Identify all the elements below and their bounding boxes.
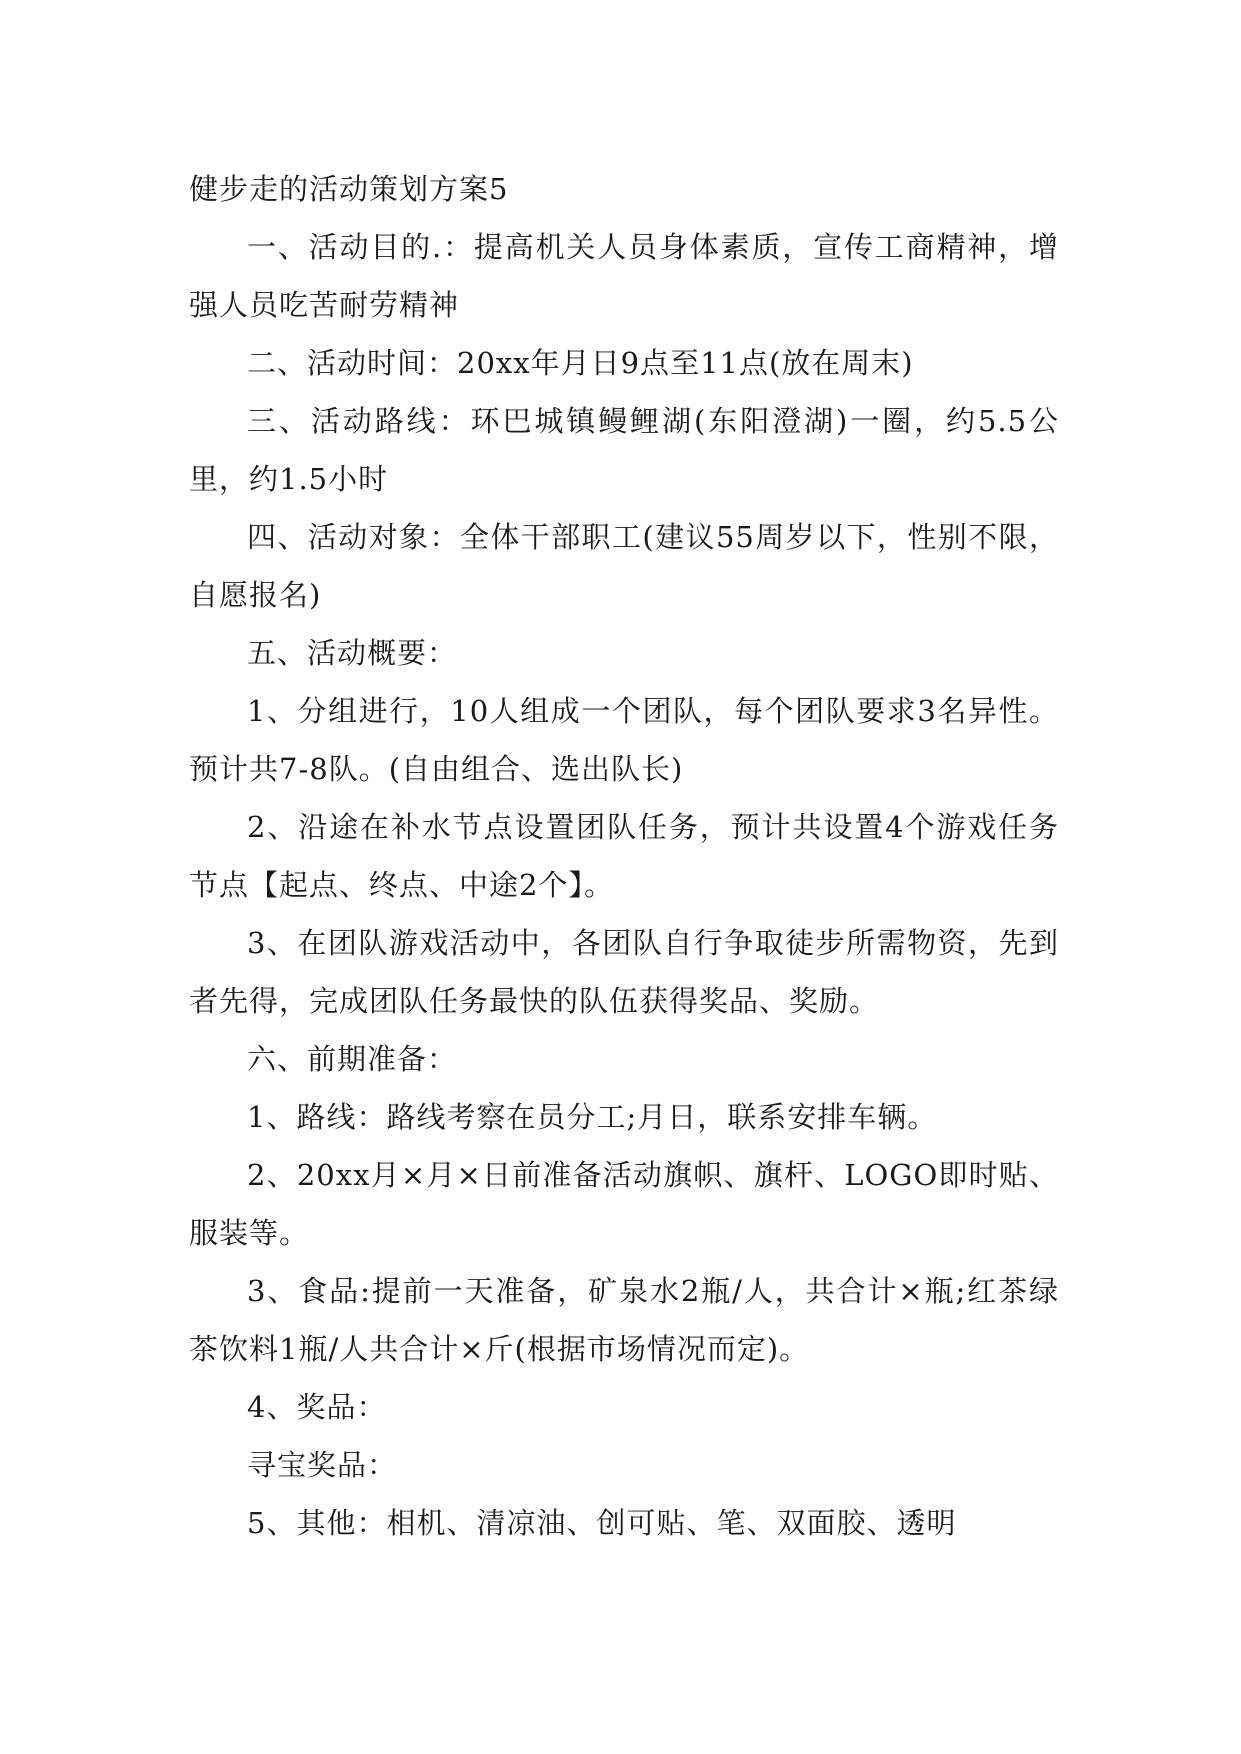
paragraph-overview-item-3: 3、在团队游戏活动中，各团队自行争取徒步所需物资，先到者先得，完成团队任务最快的队伍获得奖品、奖励。: [189, 926, 1059, 1018]
paragraph-overview-heading: 五、活动概要：: [247, 636, 458, 670]
paragraph-preparation-item-2: 2、20xx月×月×日前准备活动旗帜、旗杆、LOGO即时贴、服装等。: [189, 1158, 1059, 1250]
document-title: 健步走的活动策划方案5: [189, 172, 509, 206]
document-body: [189, 160, 1059, 1552]
paragraph-preparation-item-1: 1、路线：路线考察在员分工;月日，联系安排车辆。: [247, 1100, 938, 1134]
paragraph-purpose: 一、活动目的.：提高机关人员身体素质，宣传工商精神，增强人员吃苦耐劳精神: [189, 230, 1059, 322]
paragraph-preparation-heading: 六、前期准备：: [247, 1042, 458, 1076]
paragraph-overview-item-2: 2、沿途在补水节点设置团队任务，预计共设置4个游戏任务节点【起点、终点、中途2个】。: [189, 810, 1059, 902]
paragraph-preparation-item-3: 3、食品:提前一天准备，矿泉水2瓶/人，共合计×瓶;红茶绿茶饮料1瓶/人共合计×斤(根据市场情况而定)。: [189, 1274, 1059, 1366]
paragraph-route: 三、活动路线：环巴城镇鳗鲤湖(东阳澄湖)一圈，约5.5公里，约1.5小时: [189, 404, 1059, 496]
paragraph-overview-item-1: 1、分组进行，10人组成一个团队，每个团队要求3名异性。预计共7-8队。(自由组合、选出队长): [189, 694, 1059, 786]
paragraph-participants: 四、活动对象：全体干部职工(建议55周岁以下，性别不限，自愿报名): [189, 520, 1059, 612]
paragraph-preparation-item-5: 5、其他：相机、清凉油、创可贴、笔、双面胶、透明: [247, 1506, 957, 1540]
paragraph-treasure-prizes: 寻宝奖品：: [247, 1448, 398, 1482]
paragraph-preparation-item-4: 4、奖品：: [247, 1390, 387, 1424]
paragraph-time: 二、活动时间：20xx年月日9点至11点(放在周末): [247, 346, 914, 380]
